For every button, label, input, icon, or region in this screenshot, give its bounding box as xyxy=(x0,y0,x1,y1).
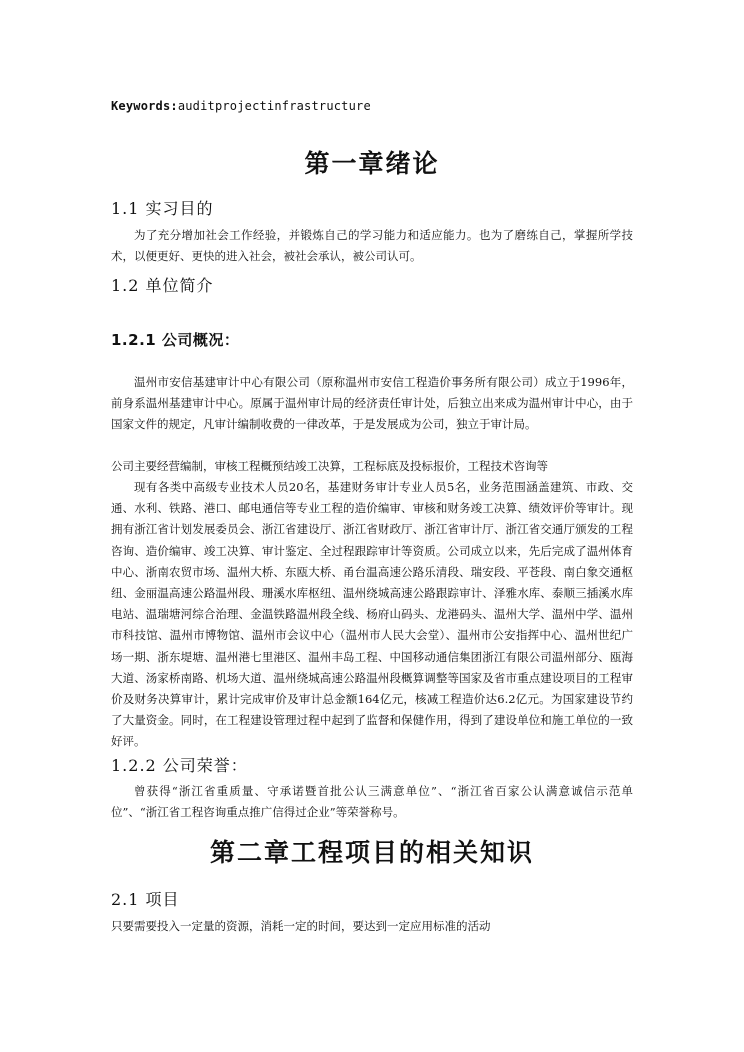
company-overview-paragraph-2: 公司主要经营编制，审核工程概预结竣工决算，工程标底及投标报价，工程技术咨询等 xyxy=(111,459,548,473)
section-1-2-2-heading: 1.2.2 公司荣誉： xyxy=(111,756,248,775)
chapter-2-title: 第二章工程项目的相关知识 xyxy=(209,838,534,867)
company-overview-paragraph-3: 现有各类中高级专业技术人员20名，基建财务审计专业人员5名，业务范围涵盖建筑、市政、交通、水利、铁路、港口、邮电通信等专业工程的造价编审、审核和财务竣工决算、绩效评价等审计。现拥有浙江省计划发展委员会、浙江省建设厅、浙江省财政厅、浙江省审计厅、浙江省交通厅颁发的工程咨询、造价编审、竣工决算、审计鉴定、全过程跟踪审计等资质。公司成立以来，先后完成了温州体育中心、浙南农贸市场、温州大桥、东瓯大桥、甬台温高速公路乐清段、瑞安段、平苍段、南白象交通枢纽、金丽温高速公路温州段、珊溪水库枢纽、温州绕城高速公路跟踪审计、泽雅水库、泰顺三插溪水库电站、温瑞塘河综合治理、金温铁路温州段全线、杨府山码头、龙港码头、温州大学、温州中学、温州市科技馆、温州市博物馆、温州市会议中心（温州市人民大会堂）、温州市公安指挥中心、温州世纪广场一期、浙东堤塘、温州港七里港区、温州丰岛工程、中国移动通信集团浙江有限公司温州部分、瓯海大道、汤家桥南路、机场大道、温州绕城高速公路温州段概算调整等国家及省市重点建设项目的工程审价及财务决算审计，累计完成审价及审计总金额164亿元，核减工程造价达6.2亿元。为国家建设节约了大量资金。同时，在工程建设管理过程中起到了监督和保健作用，得到了建设单位和施工单位的一致好评。 xyxy=(111,480,633,749)
section-2-1-heading: 2.1 项目 xyxy=(111,890,180,909)
section-1-1-heading: 1.1 实习目的 xyxy=(111,199,214,218)
section-2-1-text: 只要需要投入一定量的资源，消耗一定的时间，要达到一定应用标准的活动 xyxy=(111,919,491,933)
section-1-1-text: 为了充分增加社会工作经验，并锻炼自己的学习能力和适应能力。也为了磨练自己，掌握所学技术，以便更好、更快的进入社会，被社会承认，被公司认可。 xyxy=(111,228,633,264)
section-1-2-2-text: 曾获得“浙江省重质量、守承诺暨首批公认三满意单位”、“浙江省百家公认满意诚信示范单位”、“浙江省工程咨询重点推广信得过企业”等荣誉称号。 xyxy=(111,784,633,820)
keywords-line xyxy=(111,99,371,113)
section-1-2-heading: 1.2 单位简介 xyxy=(111,276,214,295)
keywords-value: auditprojectinfrastructure xyxy=(177,99,371,113)
section-1-2-1-heading: 1.2.1 公司概况： xyxy=(111,331,240,349)
company-overview-paragraph-1: 温州市安信基建审计中心有限公司（原称温州市安信工程造价事务所有限公司）成立于1996年，前身系温州基建审计中心。原属于温州审计局的经济责任审计处，后独立出来成为温州审计中心，由于国家文件的规定，凡审计编制收费的一律改革，于是发展成为公司，独立于审计局。 xyxy=(111,375,633,432)
chapter-1-title: 第一章绪论 xyxy=(304,149,440,178)
keywords-label: Keywords: xyxy=(111,99,178,113)
